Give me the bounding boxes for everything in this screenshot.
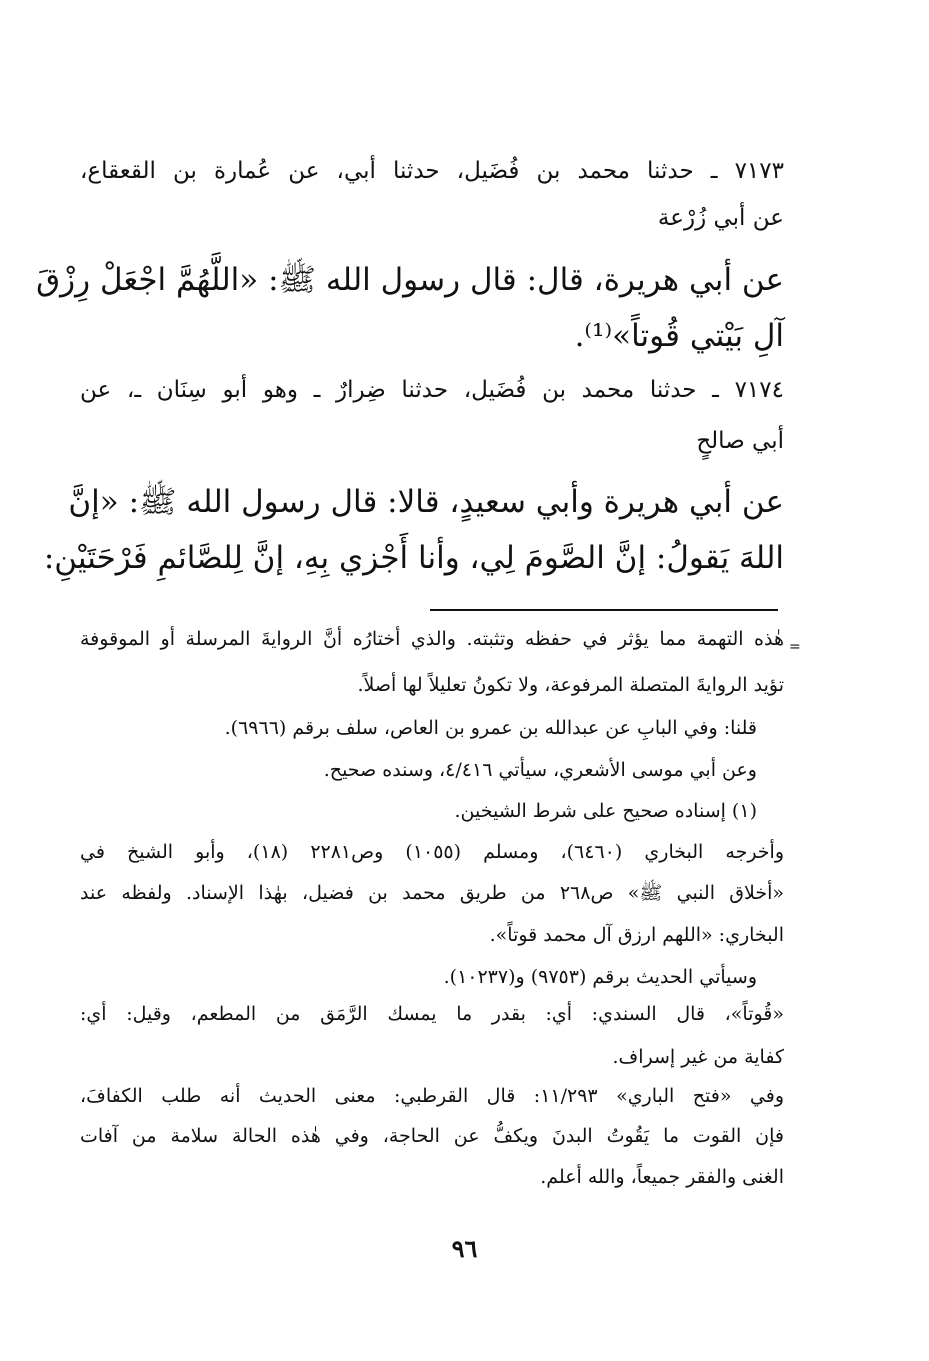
footnote-line: «قُوتاً»، قال السندي: أي: بقدر ما يمسك الرَّمَق من المطعم، وقيل: أي:: [80, 1003, 784, 1025]
footnote-line: (١) إسناده صحيح على شرط الشيخين.: [454, 800, 757, 822]
footnote-continuation-marker: =: [789, 639, 801, 655]
footnote-line: كفاية من غير إسراف.: [612, 1046, 784, 1068]
footnote-line: «أخلاق النبي ﷺ» ص٢٦٨ من طريق محمد بن فضيل، بهٰذا الإسناد. ولفظه عند: [80, 882, 785, 904]
footnote-line: وأخرجه البخاري (٦٤٦٠)، ومسلم (١٠٥٥) وص٢٢٨١ (١٨)، وأبو الشيخ في: [80, 841, 785, 863]
hadith-7174-chain-line-1: ٧١٧٤ ـ حدثنا محمد بن فُضَيل، حدثنا ضِرارٌ ـ وهو أبو سِنَان ـ، عن: [80, 377, 784, 403]
footnote-line: وفي «فتح الباري» ١١/٢٩٣: قال القرطبي: معنى الحديث أنه طلب الكفافَ،: [80, 1085, 784, 1107]
footnote-line: وعن أبي موسى الأشعري، سيأتي ٤/٤١٦، وسنده صحيح.: [323, 759, 757, 781]
hadith-7174-text-line-2: اللهَ يَقولُ: إنَّ الصَّومَ لِي، وأنا أَجْزي بِهِ، إنَّ لِلصَّائمِ فَرْحَتَيْنِ:: [43, 540, 784, 576]
hadith-7174-text-line-1: عن أبي هريرة وأبي سعيدٍ، قالا: قال رسول الله ﷺ: «إنَّ: [68, 484, 784, 520]
footnote-line: هٰذه التهمة مما يؤثر في حفظه وتثبته. والذي أختارُه أنَّ الروايةَ المرسلة أو الموقوفة: [80, 628, 784, 650]
hadith-7173-text-line-2: آلِ بَيْتي قُوتاً»⁽¹⁾.: [574, 318, 784, 354]
hadith-7173-chain-line-2: عن أبي زُرْعة: [657, 205, 784, 231]
hadith-7174-chain-line-2: أبي صالحٍ: [696, 428, 784, 454]
footnote-line: البخاري: «اللهم ارزق آل محمد قوتاً».: [489, 924, 784, 946]
footnote-separator: [430, 609, 778, 611]
page-number: ٩٦: [451, 1234, 478, 1263]
footnote-line: قلنا: وفي البابِ عن عبدالله بن عمرو بن العاص، سلف برقم (٦٩٦٦).: [224, 717, 757, 739]
hadith-7173-chain-line-1: ٧١٧٣ ـ حدثنا محمد بن فُضَيل، حدثنا أبي، عن عُمارة بن القعقاع،: [80, 158, 784, 184]
footnote-line: تؤيد الروايةَ المتصلة المرفوعة، ولا تكونُ تعليلاً لها أصلاً.: [357, 674, 784, 696]
footnote-line: الغنى والفقر جميعاً، والله أعلم.: [540, 1166, 784, 1188]
footnote-line: وسيأتي الحديث برقم (٩٧٥٣) و(١٠٢٣٧).: [443, 966, 757, 988]
hadith-7173-text-line-1: عن أبي هريرة، قال: قال رسول الله ﷺ: «اللَّهُمَّ اجْعَلْ رِزْقَ: [36, 262, 784, 298]
footnote-line: فإن القوت ما يَقُوتُ البدنَ ويكفُّ عن الحاجة، وفي هٰذه الحالة سلامة من آفات: [80, 1125, 784, 1147]
